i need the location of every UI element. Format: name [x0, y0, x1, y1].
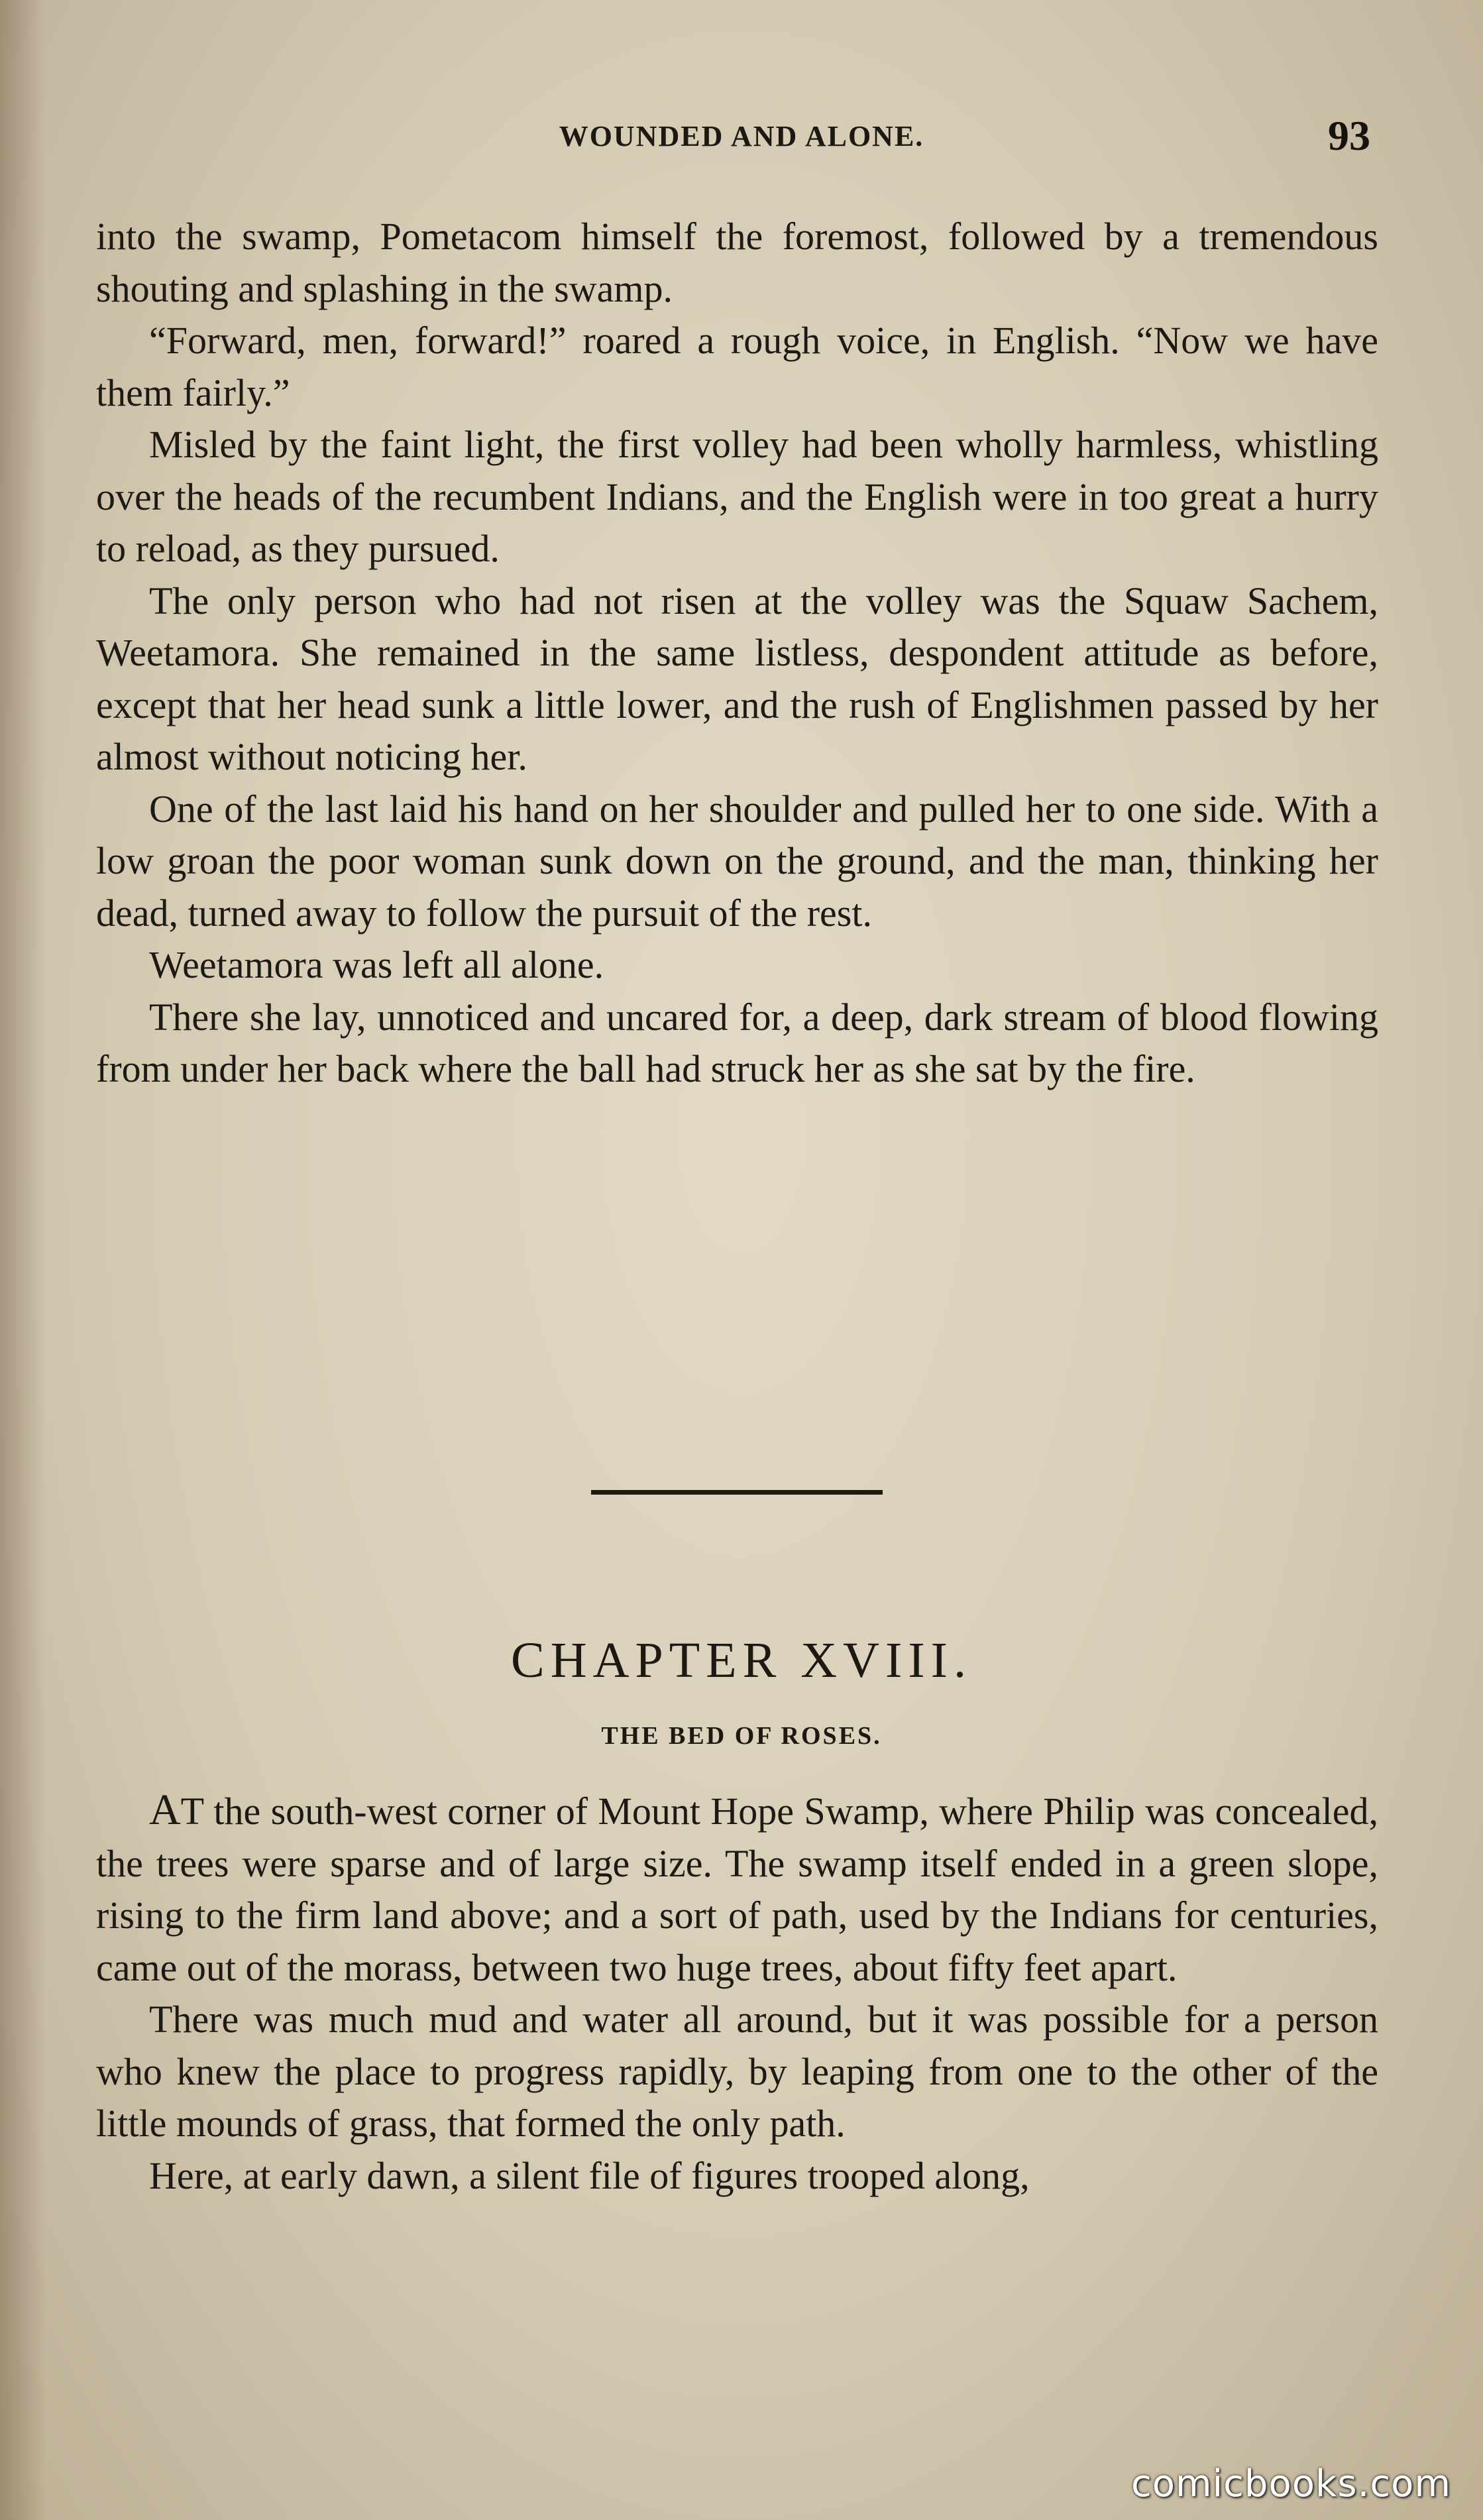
chapter-17-ending-text — [96, 211, 1378, 1096]
paragraph: There was much mud and water all around, but it was possible for a person who knew the place to progress rapidly, by leaping from one to the other of the little mounds of grass, that formed the only path. — [96, 1998, 1378, 2145]
paragraph: The only person who had not risen at the volley was the Squaw Sachem, Weetamora. She remained in the same listless, despondent attitude as before, except that her head sunk a little lower, and the rush of Englishmen passed by her almost without noticing her. — [96, 579, 1378, 778]
paragraph: Here, at early dawn, a silent file of figures trooped along, — [149, 2153, 1030, 2197]
drop-cap-letter: A — [149, 1786, 181, 1834]
paragraph: Weetamora was left all alone. — [149, 943, 604, 986]
running-header-title: WOUNDED AND ALONE. — [559, 120, 924, 152]
paragraph: There she lay, unnoticed and uncared for, a deep, dark stream of blood flowing from under her back where the ball had struck her as she sat by the fire. — [96, 995, 1378, 1090]
page-number: 93 — [1328, 112, 1370, 159]
opening-paragraph-text: the south-west corner of Mount Hope Swamp, where Philip was concealed, the trees were sparse and of large size. The swamp itself ended in a green slope, rising to the firm land above; and a sort of path, used by the Indians for centuries, came out of the morass, between two huge trees, about fifty feet apart. — [96, 1790, 1378, 1989]
paragraph: “Forward, men, forward!” roared a rough voice, in English. “Now we have them fairly.” — [96, 319, 1378, 414]
page-gutter-shadow — [0, 0, 46, 2520]
paragraph: One of the last laid his hand on her shoulder and pulled her to one side. With a low groan the poor woman sunk down on the ground, and the man, thinking her dead, turned away to follow the pursuit of the rest. — [96, 787, 1378, 935]
paragraph: into the swamp, Pometacom himself the foremost, followed by a tremendous shouting and splashing in the swamp. — [96, 215, 1378, 310]
paragraph: Misled by the faint light, the first volley had been wholly harmless, whistling over the heads of the recumbent Indians, and the English were in too great a hurry to reload, as they pursued. — [96, 423, 1378, 570]
chapter-subtitle: THE BED OF ROSES. — [601, 1722, 882, 1750]
chapter-18-text — [96, 1784, 1378, 2202]
small-cap-letters: T — [180, 1790, 204, 1833]
section-divider-rule — [591, 1490, 883, 1495]
site-watermark: comicbooks.com — [1130, 2462, 1451, 2505]
chapter-title: CHAPTER XVIII. — [511, 1632, 972, 1688]
opening-paragraph — [96, 1784, 1378, 1994]
